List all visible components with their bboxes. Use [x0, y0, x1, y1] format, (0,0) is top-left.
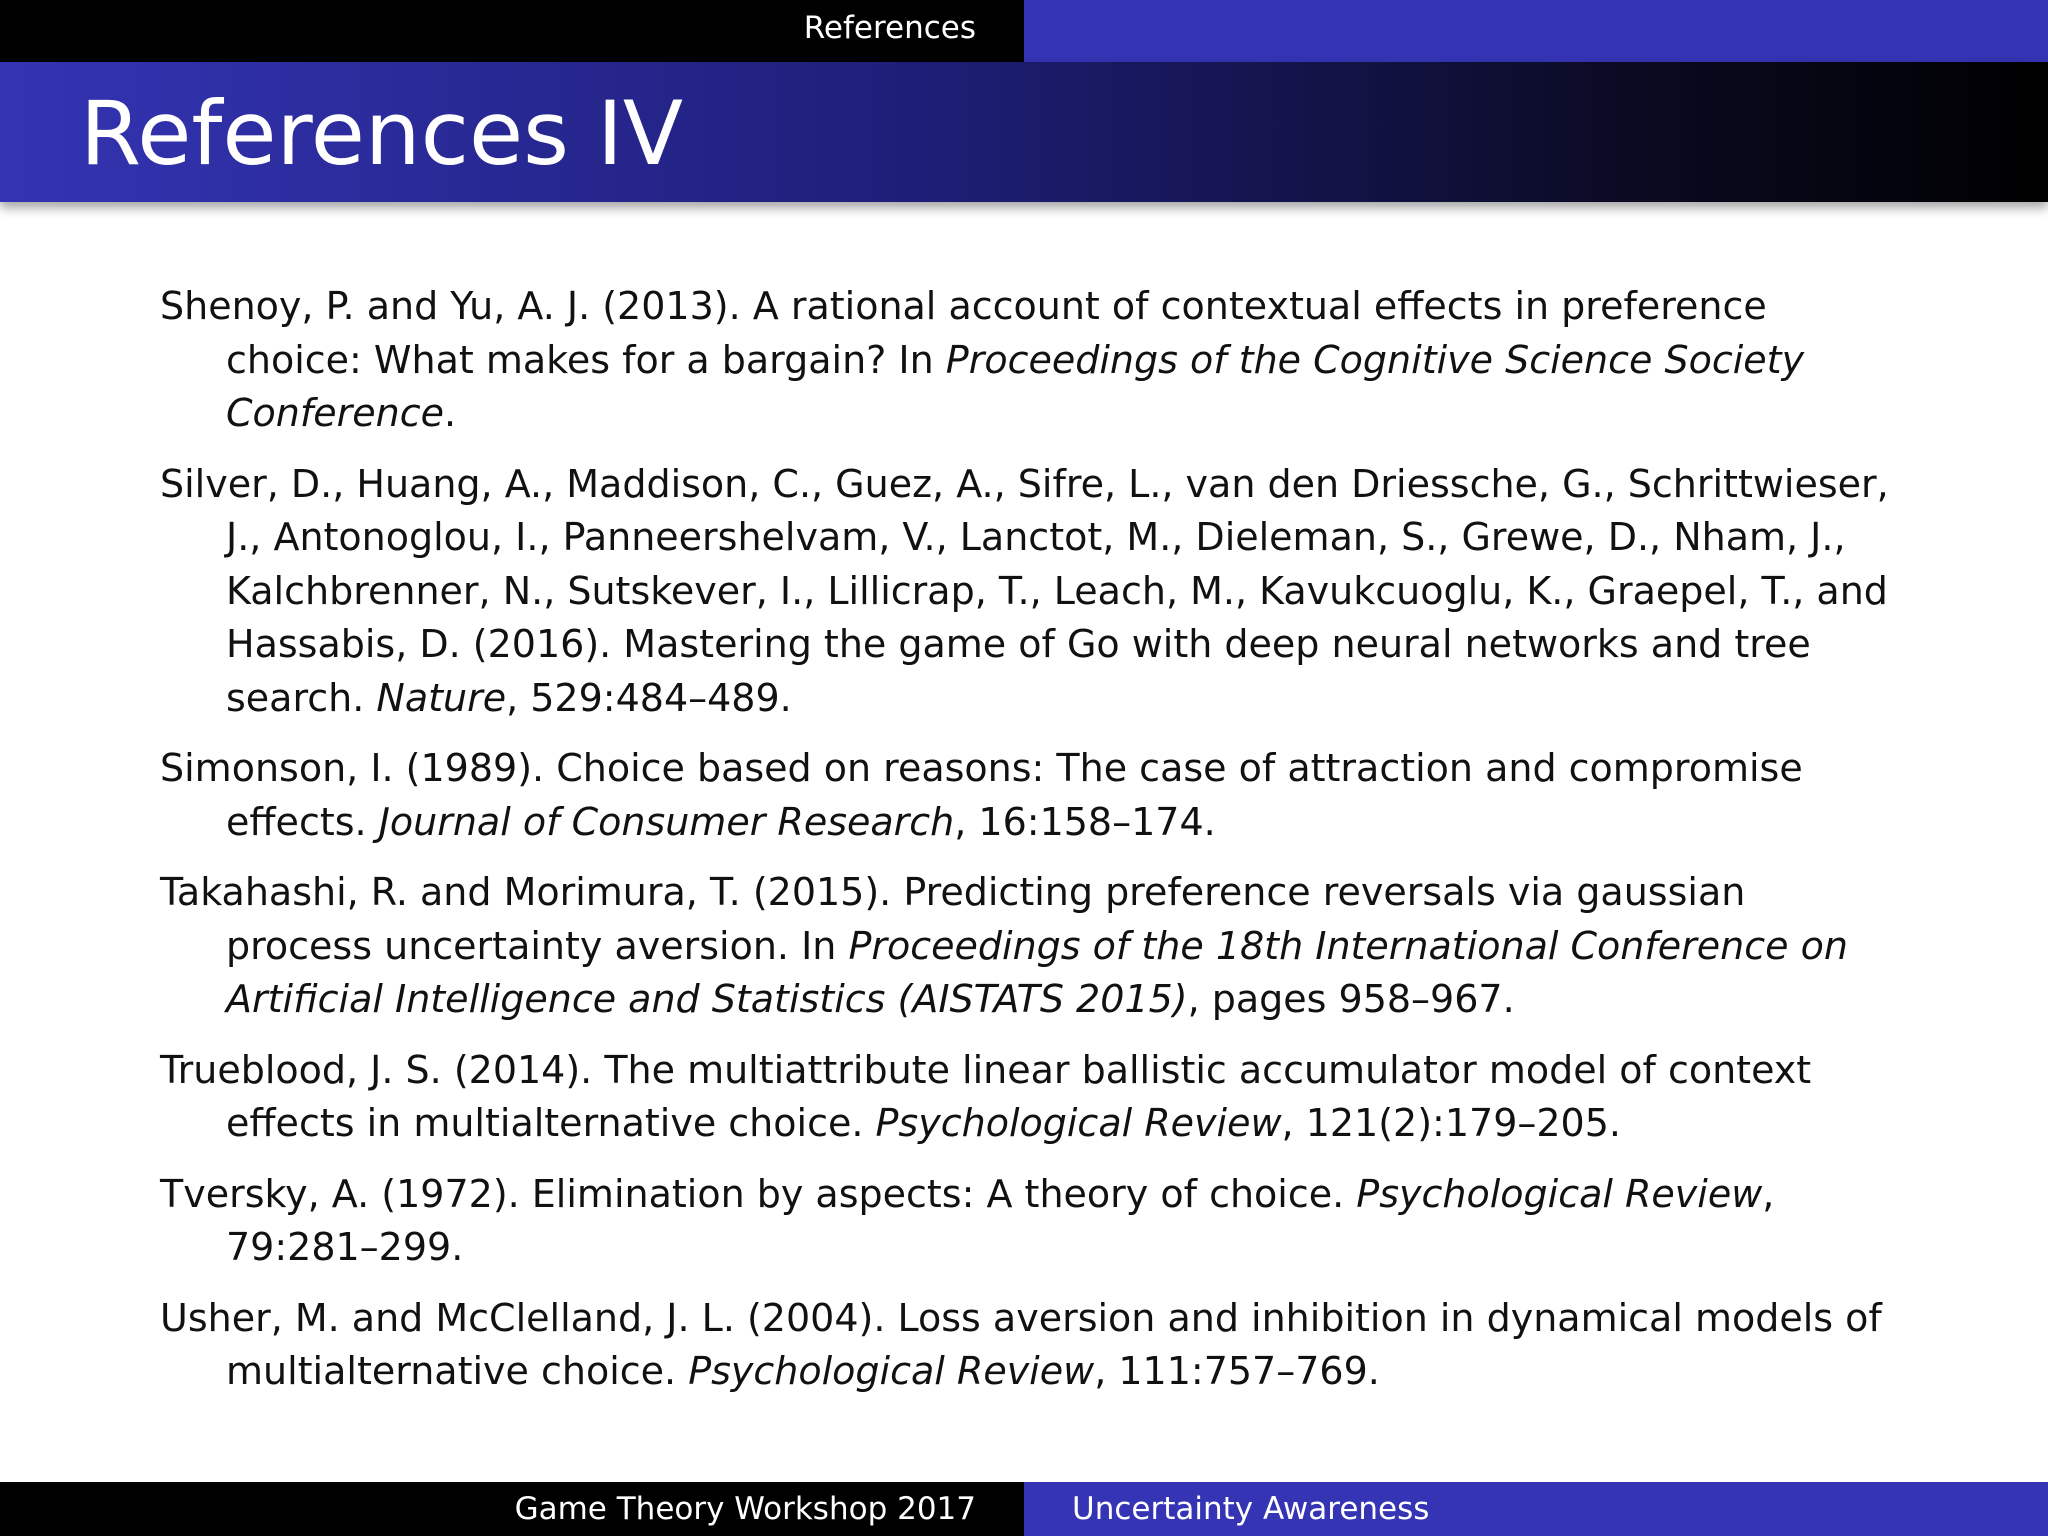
reference-details: , 79:281–299. [226, 1171, 1775, 1269]
reference-text: Tversky, A. (1972). Elimination by aspects: A theory of choice. [160, 1171, 1357, 1216]
reference-text: Simonson, I. (1989). Choice based on reasons: The case of attraction and compromise effects. [160, 746, 1803, 844]
footer-left-section [0, 1482, 1024, 1536]
bibliography-entry [160, 280, 1900, 441]
reference-venue: Psychological Review [688, 1349, 1095, 1393]
reference-text: Silver, D., Huang, A., Maddison, C., Guez, A., Sifre, L., van den Driessche, G., Schrittwieser, J., Antonoglou, I., Panneershelvam, V., Lanctot, M., Dieleman, S., Grewe, D., Nham, J., Kalchbrenner, N., Sutskever, I., Lillicrap, T., Leach, M., Kavukcuoglu, K., Graepel, T., and Hassabis, D. (2016). Mastering the game of Go with deep neural networks and tree search. [160, 461, 1889, 720]
reference-venue: Proceedings of the Cognitive Science Society Conference [226, 337, 1805, 435]
reference-details: . [443, 391, 457, 435]
bibliography-entry [160, 1292, 1900, 1399]
bibliography-entry [160, 866, 1900, 1027]
reference-details: , 529:484–489. [506, 675, 792, 720]
reference-details: , pages 958–967. [1187, 977, 1515, 1021]
reference-details: , 16:158–174. [954, 799, 1216, 844]
footer-event-label[interactable]: Game Theory Workshop 2017 [514, 1491, 976, 1527]
footer-bar [0, 1482, 2048, 1536]
bibliography-entry [160, 458, 1900, 726]
reference-venue: Proceedings of the 18th International Conference on Artificial Intelligence and Statistics (AISTATS 2015) [226, 923, 1848, 1021]
bibliography-entry [160, 1168, 1900, 1275]
footer-talk-title[interactable]: Uncertainty Awareness [1072, 1491, 1430, 1527]
reference-venue: Psychological Review [1356, 1171, 1763, 1216]
bibliography-entry [160, 742, 1900, 849]
frame-title-band [0, 62, 2048, 202]
footer-right-section [1024, 1482, 2048, 1536]
reference-venue: Journal of Consumer Research [378, 799, 955, 844]
reference-details: , 111:757–769. [1094, 1349, 1380, 1393]
frame-title: References IV [80, 82, 684, 185]
reference-text: Takahashi, R. and Morimura, T. (2015). Predicting preference reversals via gaussian process uncertainty aversion. In [160, 870, 1746, 968]
reference-text: Trueblood, J. S. (2014). The multiattribute linear ballistic accumulator model of context effects in multialternative choice. [160, 1047, 1812, 1145]
bibliography-entry [160, 1044, 1900, 1151]
bibliography-list [160, 280, 1900, 1416]
reference-text: Shenoy, P. and Yu, A. J. (2013). A rational account of contextual effects in preference choice: What makes for a bargain? In [160, 284, 1767, 382]
reference-venue: Nature [376, 675, 507, 720]
reference-text: Usher, M. and McClelland, J. L. (2004). Loss aversion and inhibition in dynamical models of multialternative choice. [160, 1295, 1882, 1393]
top-bar-right-section [1024, 0, 2048, 62]
reference-details: , 121(2):179–205. [1281, 1101, 1621, 1145]
top-bar-left-section [0, 0, 1024, 62]
section-nav-label[interactable]: References [803, 10, 976, 46]
top-navigation-bar [0, 0, 2048, 62]
reference-venue: Psychological Review [875, 1101, 1282, 1145]
